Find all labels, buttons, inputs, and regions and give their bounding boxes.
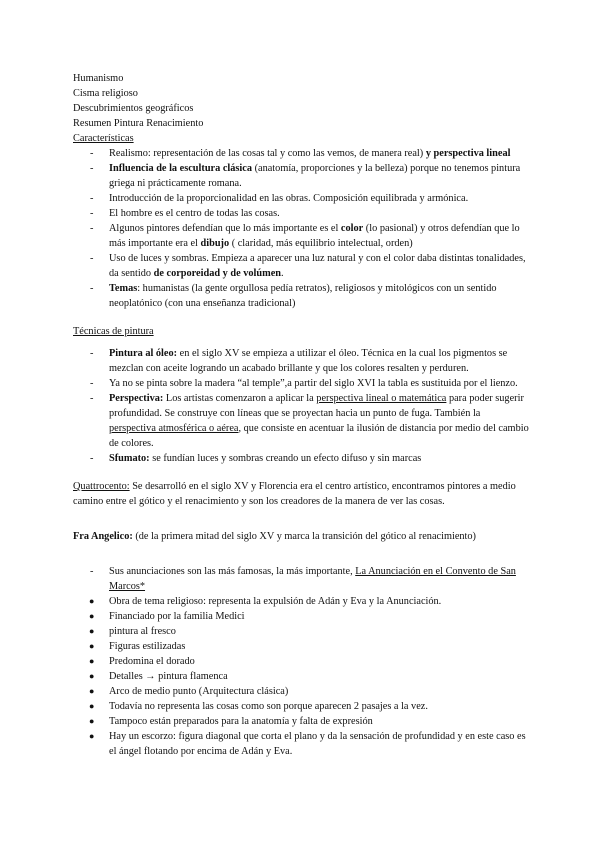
list-item-text: pintura al fresco <box>109 626 176 637</box>
list-marker: - <box>90 148 94 159</box>
quattrocento-text: Se desarrolló en el siglo XV y Florencia era el centro artístico, encontramos pintores a medio camino entre el gótico y el renacimiento y son los creadores de la manera de ver las cosas. <box>73 481 516 507</box>
list-item-text: Hay un escorzo: figura diagonal que corta el plano y da la sensación de profundidad y en este caso es el ángel flotando por encima de Adán y Eva. <box>109 731 526 757</box>
bullet-dot-icon: ● <box>89 716 95 726</box>
caracteristicas-item <box>73 281 529 311</box>
caracteristicas-list <box>73 146 529 311</box>
list-item-text: . <box>281 268 284 279</box>
list-item-text: (anatomía, proporciones y la belleza) porque no tenemos pintura griega ni prácticamente romana. <box>109 163 521 189</box>
list-item-text: Uso de luces y sombras. Empieza a aparecer una luz natural y con el color daba distintas tonalidades, da sentido <box>109 253 526 279</box>
bullet-dot-icon: ● <box>89 641 95 651</box>
list-item-text: de corporeidad y de volúmen <box>153 268 282 279</box>
list-item-text: Los artistas comenzaron a aplicar la <box>163 393 317 404</box>
section-title-tecnicas: Técnicas de pintura <box>73 326 154 337</box>
list-marker: - <box>90 193 94 204</box>
fra-angelico-text: (de la primera mitad del siglo XV y marca la transición del gótico al renacimiento) <box>132 531 476 542</box>
header-line-humanismo: Humanismo <box>73 73 124 84</box>
header-line-resumen: Resumen Pintura Renacimiento <box>73 118 204 129</box>
caracteristicas-item <box>73 206 529 221</box>
list-item-text: Figuras estilizadas <box>109 641 186 652</box>
fra-angelico-bullet-item <box>73 639 529 654</box>
list-item-text: Perspectiva: <box>109 393 164 404</box>
list-item-text: El hombre es el centro de todas las cosas. <box>109 208 280 219</box>
list-item-text: Temas <box>109 283 138 294</box>
bullet-dot-icon: ● <box>89 671 95 681</box>
fra-angelico-label: Fra Angelico: <box>73 531 133 542</box>
list-item-text: Obra de tema religioso: representa la expulsión de Adán y Eva y la Anunciación. <box>109 596 442 607</box>
list-item-text: Arco de medio punto (Arquitectura clásica) <box>109 686 289 697</box>
tecnicas-list <box>73 346 529 466</box>
list-marker: - <box>90 223 94 234</box>
list-item-text: perspectiva atmosférica o aérea <box>109 423 239 434</box>
quattrocento-paragraph <box>73 479 529 509</box>
list-item-text: en el siglo XV se empieza a utilizar el óleo. Técnica en la cual los pigmentos se mezclan con aceite logrando un acabado brillante y que los colores resalten y perduren. <box>109 348 508 374</box>
fra-angelico-bullet-item <box>73 609 529 624</box>
list-item-text: para poder sugerir profundidad. Se construye con líneas que se proyectan hacia un punto de fuga. También la <box>109 393 524 419</box>
list-item-text: se fundían luces y sombras creando un efecto difuso y sin marcas <box>149 453 422 464</box>
header-line-cisma: Cisma religioso <box>73 88 138 99</box>
section-title-caracteristicas: Características <box>73 133 134 144</box>
fra-angelico-dash-item <box>73 564 529 594</box>
quattrocento-label: Quattrocento: <box>73 481 130 492</box>
list-item-text: , que consiste en acentuar la ilusión de distancia por medio del cambio de colores. <box>109 423 529 449</box>
list-item-text: color <box>340 223 364 234</box>
list-marker: - <box>90 283 94 294</box>
list-item-text: Sfumato: <box>109 453 150 464</box>
list-marker: - <box>90 566 94 577</box>
bullet-dot-icon: ● <box>89 596 95 606</box>
list-item-text: Introducción de la proporcionalidad en las obras. Composición equilibrada y armónica. <box>109 193 469 204</box>
bullet-dot-icon: ● <box>89 686 95 696</box>
list-marker: - <box>90 393 94 404</box>
bullet-dot-icon: ● <box>89 656 95 666</box>
fra-angelico-bullet-item <box>73 654 529 669</box>
bullet-dot-icon: ● <box>89 701 95 711</box>
list-item-text: Realismo: representación de las cosas tal y como las vemos, de manera real) <box>109 148 426 159</box>
list-item-text: Sus anunciaciones son las más famosas, la más importante, <box>109 566 356 577</box>
caracteristicas-item <box>73 161 529 191</box>
list-marker: - <box>90 253 94 264</box>
list-item-text: y perspectiva lineal <box>425 148 511 159</box>
list-marker: - <box>90 453 94 464</box>
caracteristicas-item <box>73 221 529 251</box>
fra-angelico-bullet-item <box>73 594 529 609</box>
caracteristicas-item <box>73 191 529 206</box>
list-marker: - <box>90 378 94 389</box>
bullet-dot-icon: ● <box>89 731 95 741</box>
bullet-dot-icon: ● <box>89 611 95 621</box>
caracteristicas-item <box>73 251 529 281</box>
header-line-descubrimientos: Descubrimientos geográficos <box>73 103 194 114</box>
list-item-text: ( claridad, más equilibrio intelectual, orden) <box>229 238 413 249</box>
fra-angelico-bullet-item <box>73 714 529 729</box>
list-item-text: La Anunciación en el Convento de San Marcos* <box>109 566 516 592</box>
list-item-text: Detalles → pintura flamenca <box>109 671 228 682</box>
list-item-text: Ya no se pinta sobre la madera “al temple”,a partir del siglo XVI la tabla es sustituida por el lienzo. <box>109 378 518 389</box>
tecnicas-item <box>73 391 529 451</box>
fra-angelico-bullet-item <box>73 669 529 684</box>
fra-angelico-dash-list <box>73 564 529 594</box>
list-marker: - <box>90 163 94 174</box>
list-item-text: Influencia de la escultura clásica <box>109 163 253 174</box>
list-item-text: dibujo <box>200 238 230 249</box>
tecnicas-item <box>73 451 529 466</box>
list-item-text: Predomina el dorado <box>109 656 195 667</box>
list-item-text: Todavía no representa las cosas como son porque aparecen 2 pasajes a la vez. <box>109 701 428 712</box>
list-item-text: Financiado por la familia Medici <box>109 611 245 622</box>
list-item-text: (lo pasional) y otros defendían que lo más importante era el <box>109 223 520 249</box>
fra-angelico-bullet-item <box>73 699 529 714</box>
tecnicas-item <box>73 376 529 391</box>
fra-angelico-bullet-list <box>73 594 529 759</box>
list-item-text: Pintura al óleo: <box>109 348 178 359</box>
fra-angelico-bullet-item <box>73 624 529 639</box>
list-marker: - <box>90 348 94 359</box>
list-item-text: Tampoco están preparados para la anatomía y falta de expresión <box>109 716 373 727</box>
fra-angelico-paragraph <box>73 529 529 544</box>
bullet-dot-icon: ● <box>89 626 95 636</box>
fra-angelico-bullet-item <box>73 684 529 699</box>
tecnicas-item <box>73 346 529 376</box>
list-marker: - <box>90 208 94 219</box>
list-item-text: perspectiva lineal o matemática <box>316 393 447 404</box>
fra-angelico-bullet-item <box>73 729 529 759</box>
list-item-text: Algunos pintores defendían que lo más importante es el <box>109 223 341 234</box>
caracteristicas-item <box>73 146 529 161</box>
document-content <box>73 71 529 759</box>
list-item-text: : humanistas (la gente orgullosa pedía retratos), religiosos y mitológicos con un sentido neoplatónico (con una enseñanza tradicional) <box>109 283 497 309</box>
